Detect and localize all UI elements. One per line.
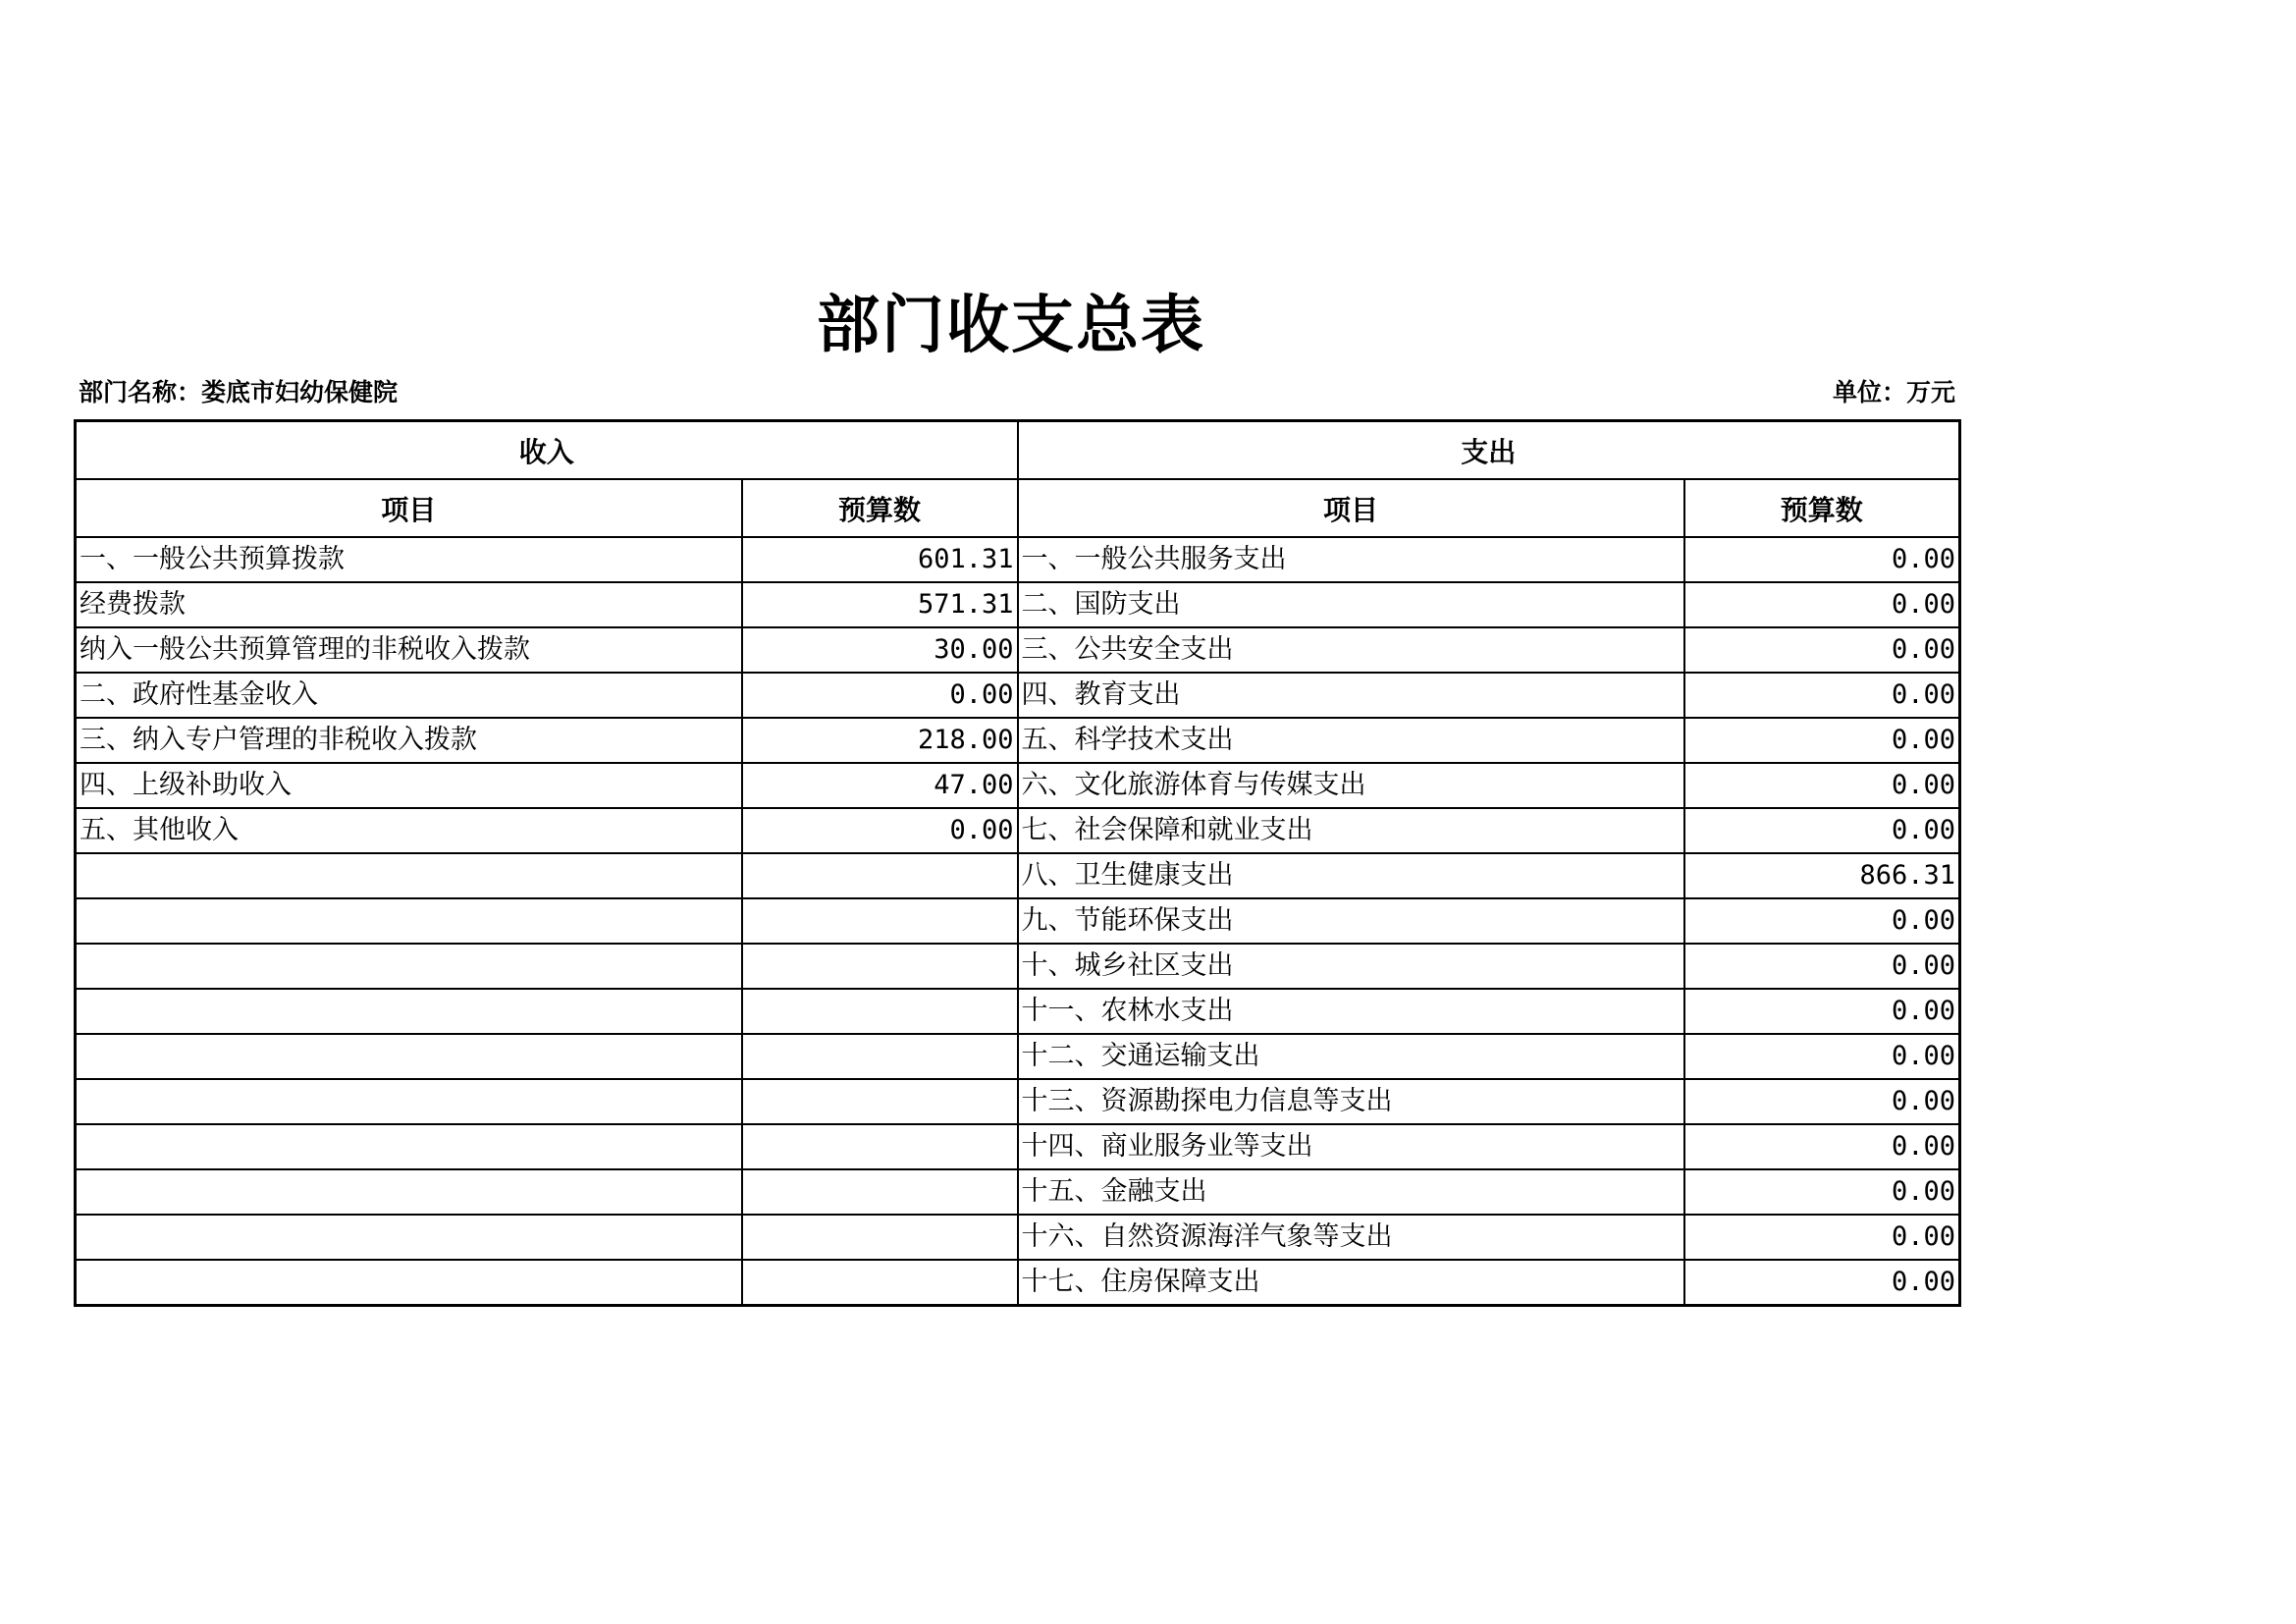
table-row [76, 627, 1960, 673]
expense-value-cell: 0.00 [1684, 718, 1960, 763]
income-value-cell [742, 898, 1018, 944]
expense-item-cell: 九、节能环保支出 [1018, 898, 1684, 944]
income-value-cell [742, 1034, 1018, 1079]
income-value-cell [742, 1124, 1018, 1169]
expense-item-cell: 五、科学技术支出 [1018, 718, 1684, 763]
table-row [76, 1034, 1960, 1079]
expense-item-header: 项目 [1018, 479, 1684, 537]
income-value-cell: 30.00 [742, 627, 1018, 673]
column-header-row [76, 479, 1960, 537]
expense-value-cell: 0.00 [1684, 1034, 1960, 1079]
expense-value-cell: 0.00 [1684, 763, 1960, 808]
expense-item-cell: 十六、自然资源海洋气象等支出 [1018, 1215, 1684, 1260]
income-item-cell [76, 1079, 742, 1124]
expense-item-cell: 四、教育支出 [1018, 673, 1684, 718]
income-item-cell [76, 1034, 742, 1079]
expense-value-cell: 0.00 [1684, 537, 1960, 582]
expense-value-cell: 0.00 [1684, 1124, 1960, 1169]
income-item-cell [76, 989, 742, 1034]
department-name: 部门名称：娄底市妇幼保健院 [79, 378, 399, 406]
table-row [76, 944, 1960, 989]
income-item-cell [76, 1169, 742, 1215]
income-item-cell: 二、政府性基金收入 [76, 673, 742, 718]
income-item-cell [76, 898, 742, 944]
table-body [76, 537, 1960, 1306]
expense-value-cell: 0.00 [1684, 1260, 1960, 1306]
budget-table [74, 419, 1961, 1307]
expense-header: 支出 [1018, 421, 1960, 480]
expense-value-cell: 0.00 [1684, 989, 1960, 1034]
expense-item-cell: 十三、资源勘探电力信息等支出 [1018, 1079, 1684, 1124]
expense-item-cell: 十七、住房保障支出 [1018, 1260, 1684, 1306]
page-title: 部门收支总表 [817, 289, 1205, 362]
expense-item-cell: 十五、金融支出 [1018, 1169, 1684, 1215]
income-item-cell: 三、纳入专户管理的非税收入拨款 [76, 718, 742, 763]
table-row [76, 537, 1960, 582]
table-row [76, 718, 1960, 763]
expense-value-cell: 0.00 [1684, 1215, 1960, 1260]
expense-value-cell: 0.00 [1684, 898, 1960, 944]
expense-value-cell: 0.00 [1684, 582, 1960, 627]
table-row [76, 808, 1960, 853]
expense-item-cell: 十二、交通运输支出 [1018, 1034, 1684, 1079]
income-item-cell: 四、上级补助收入 [76, 763, 742, 808]
income-item-cell [76, 1124, 742, 1169]
expense-value-cell: 0.00 [1684, 627, 1960, 673]
table-row [76, 898, 1960, 944]
expense-value-cell: 0.00 [1684, 1169, 1960, 1215]
income-value-cell [742, 1169, 1018, 1215]
income-value-cell: 571.31 [742, 582, 1018, 627]
table-row [76, 1169, 1960, 1215]
expense-value-cell: 0.00 [1684, 1079, 1960, 1124]
expense-item-cell: 一、一般公共服务支出 [1018, 537, 1684, 582]
section-header-row [76, 421, 1960, 480]
income-item-cell: 一、一般公共预算拨款 [76, 537, 742, 582]
income-item-cell [76, 853, 742, 898]
income-value-cell: 601.31 [742, 537, 1018, 582]
table-row [76, 989, 1960, 1034]
income-item-cell: 五、其他收入 [76, 808, 742, 853]
income-budget-header: 预算数 [742, 479, 1018, 537]
table-row [76, 1260, 1960, 1306]
expense-item-cell: 二、国防支出 [1018, 582, 1684, 627]
income-value-cell [742, 1260, 1018, 1306]
income-value-cell [742, 944, 1018, 989]
income-value-cell [742, 853, 1018, 898]
expense-value-cell: 866.31 [1684, 853, 1960, 898]
income-item-header: 项目 [76, 479, 742, 537]
table-row [76, 1124, 1960, 1169]
income-item-cell [76, 1260, 742, 1306]
income-value-cell [742, 1079, 1018, 1124]
expense-value-cell: 0.00 [1684, 673, 1960, 718]
income-value-cell: 0.00 [742, 673, 1018, 718]
income-value-cell [742, 1215, 1018, 1260]
expense-item-cell: 七、社会保障和就业支出 [1018, 808, 1684, 853]
income-value-cell [742, 989, 1018, 1034]
income-item-cell [76, 944, 742, 989]
table-row [76, 763, 1960, 808]
expense-item-cell: 十四、商业服务业等支出 [1018, 1124, 1684, 1169]
expense-item-cell: 八、卫生健康支出 [1018, 853, 1684, 898]
income-value-cell: 218.00 [742, 718, 1018, 763]
income-item-cell: 纳入一般公共预算管理的非税收入拨款 [76, 627, 742, 673]
income-item-cell [76, 1215, 742, 1260]
table-row [76, 1215, 1960, 1260]
expense-item-cell: 十一、农林水支出 [1018, 989, 1684, 1034]
table-row [76, 673, 1960, 718]
table-row [76, 853, 1960, 898]
income-value-cell: 0.00 [742, 808, 1018, 853]
income-header: 收入 [76, 421, 1018, 480]
table-row [76, 582, 1960, 627]
unit-label: 单位：万元 [1832, 378, 1955, 406]
income-value-cell: 47.00 [742, 763, 1018, 808]
expense-item-cell: 三、公共安全支出 [1018, 627, 1684, 673]
expense-item-cell: 十、城乡社区支出 [1018, 944, 1684, 989]
table-row [76, 1079, 1960, 1124]
expense-value-cell: 0.00 [1684, 808, 1960, 853]
income-item-cell: 经费拨款 [76, 582, 742, 627]
expense-item-cell: 六、文化旅游体育与传媒支出 [1018, 763, 1684, 808]
expense-value-cell: 0.00 [1684, 944, 1960, 989]
expense-budget-header: 预算数 [1684, 479, 1960, 537]
